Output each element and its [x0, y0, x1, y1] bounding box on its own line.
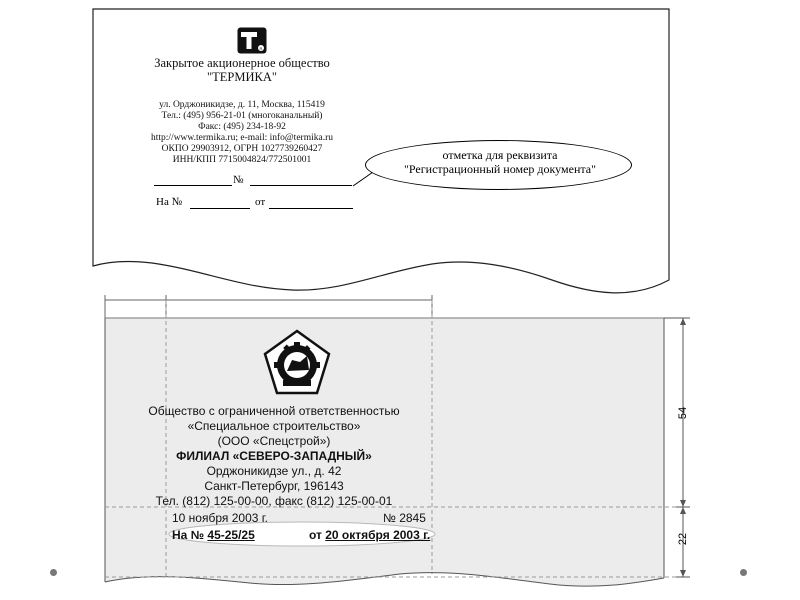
- reference-number: 45-25/25: [207, 528, 255, 542]
- address-line: ул. Орджоникидзе, д. 11, Москва, 115419: [159, 100, 325, 110]
- arrow-mid-down: [680, 507, 686, 514]
- web-email-line: http://www.termika.ru; e-mail: info@termika.ru: [151, 133, 333, 143]
- reference-date: 20 октября 2003 г.: [325, 528, 431, 542]
- dimension-label-54: 54: [677, 406, 689, 420]
- reference-number-row: [172, 528, 255, 542]
- number-sign: №: [233, 174, 244, 186]
- fax-line: Факс: (495) 234-18-92: [198, 122, 286, 132]
- document-number: № 2845: [383, 511, 426, 525]
- arrow-mid-up: [680, 500, 686, 507]
- okpo-ogrn-line: ОКПО 29903912, ОГРН 1027739260427: [161, 144, 323, 154]
- bottom-org-line-2: «Специальное строительство»: [187, 419, 361, 433]
- reference-prefix: На №: [172, 528, 208, 542]
- slide-nav-dot-right[interactable]: [740, 569, 747, 576]
- org-name-line: "ТЕРМИКА": [207, 70, 277, 84]
- arrow-top: [680, 318, 686, 325]
- inn-kpp-line: ИНН/КПП 7715004824/772501001: [172, 155, 312, 165]
- reply-from-label: от: [255, 196, 266, 208]
- document-date: 10 ноября 2003 г.: [172, 511, 268, 525]
- org-type-line: Закрытое акционерное общество: [154, 56, 330, 70]
- slide-nav-dot-left[interactable]: [50, 569, 57, 576]
- bottom-phone-line: Тел. (812) 125-00-00, факс (812) 125-00-01: [155, 494, 393, 508]
- reference-date-row: [309, 528, 430, 542]
- arrow-bottom: [680, 570, 686, 577]
- bottom-branch-line: ФИЛИАЛ «СЕВЕРО-ЗАПАДНЫЙ»: [176, 449, 372, 463]
- bottom-street-line: Орджоникидзе ул., д. 42: [206, 464, 342, 478]
- bottom-org-line-3: (ООО «Спецстрой»): [217, 434, 331, 448]
- spetsstroy-emblem: [265, 331, 329, 393]
- svg-text:R: R: [259, 46, 263, 51]
- dimension-label-22: 22: [677, 532, 689, 546]
- bottom-org-line-1: Общество с ограниченной ответственностью: [148, 404, 400, 418]
- callout-line-1: отметка для реквизита: [442, 148, 558, 162]
- bottom-city-line: Санкт-Петербург, 196143: [204, 479, 344, 493]
- reference-from-prefix: от: [309, 528, 326, 542]
- phone-line: Тел.: (495) 956-21-01 (многоканальный): [161, 111, 323, 121]
- callout-line-2: "Регистрационный номер документа": [404, 162, 596, 176]
- reply-ref-label: На №: [156, 196, 183, 208]
